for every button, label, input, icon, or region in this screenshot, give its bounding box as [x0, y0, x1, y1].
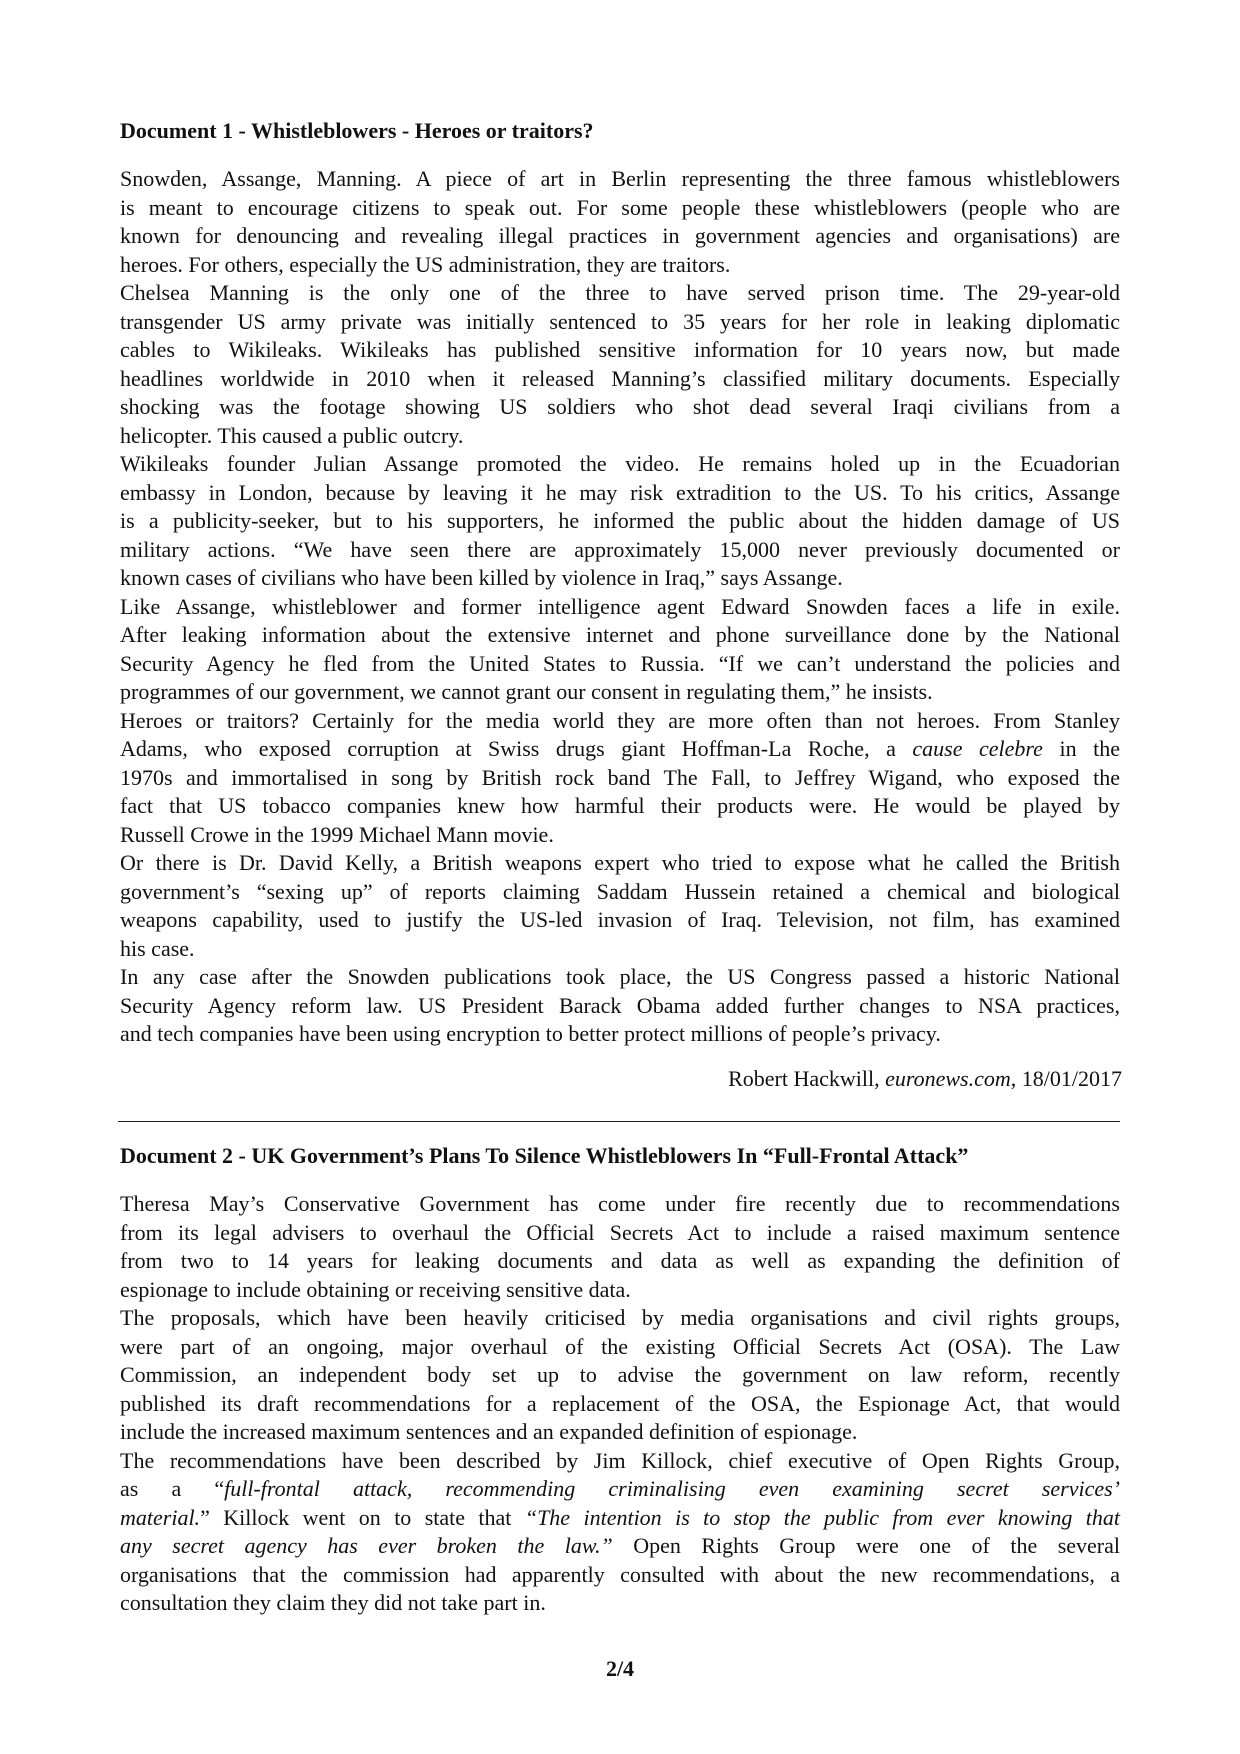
text-line: [120, 878, 1120, 907]
paragraph: [120, 593, 1120, 707]
text: Security Agency he fled from the United States to Russia. “If we can’t understand the policies and: [120, 650, 1120, 676]
text: from two to 14 years for leaking documents and data as well as expanding the definition of: [120, 1248, 1120, 1273]
text-line: [120, 593, 1120, 622]
text-line: [120, 1333, 1120, 1362]
text-line: [120, 165, 1120, 194]
text-line: [120, 194, 1120, 223]
text-line: [120, 222, 1120, 251]
paragraph: [120, 165, 1120, 279]
doc1-signature: [728, 1066, 1122, 1092]
text: Heroes or traitors? Certainly for the media world they are more often than not heroes. From Stanley: [120, 707, 1120, 733]
doc1-body: [120, 165, 1120, 1049]
text-line: [120, 1504, 1120, 1533]
paragraph: [120, 1304, 1120, 1447]
text: government’s “sexing up” of reports claiming Saddam Hussein retained a chemical and biological: [120, 878, 1120, 904]
text: fact that US tobacco companies knew how harmful their products were. He would be played by: [120, 793, 1120, 818]
text: include the increased maximum sentences and an expanded definition of espionage.: [120, 1419, 858, 1444]
text-line: [120, 678, 1120, 707]
italic-text: “The intention is to stop the public from ever knowing that: [524, 1504, 1121, 1530]
text: Chelsea Manning is the only one of the three to have served prison time. The 29-year-old: [120, 280, 1120, 305]
text-line: [120, 308, 1120, 337]
text-line: [120, 963, 1120, 992]
text: Theresa May’s Conservative Government has come under fire recently due to recommendations: [120, 1191, 1120, 1216]
text-line: [120, 707, 1120, 736]
text-line: [120, 279, 1120, 308]
paragraph: [120, 1447, 1120, 1618]
text-line: [120, 1589, 1120, 1618]
text: Or there is Dr. David Kelly, a British weapons expert who tried to expose what he called the British: [120, 850, 1120, 875]
text-line: [120, 792, 1120, 821]
text-line: [120, 935, 1120, 964]
text-line: [120, 849, 1120, 878]
text-line: [120, 1304, 1120, 1333]
text-line: [120, 536, 1120, 565]
italic-text: any secret agency has ever broken the law.”: [120, 1533, 613, 1558]
text-line: [120, 422, 1120, 451]
text: After leaking information about the extensive internet and phone surveillance done by the National: [120, 622, 1120, 647]
text-line: [120, 764, 1120, 793]
doc2-body: [120, 1190, 1120, 1618]
text: published its draft recommendations for a replacement of the OSA, the Espionage Act, that would: [120, 1390, 1120, 1416]
doc1-title: Document 1 - Whistleblowers - Heroes or traitors?: [120, 118, 594, 143]
paragraph: [120, 849, 1120, 963]
text-line: [120, 336, 1120, 365]
text-line: [120, 1190, 1120, 1219]
text: and tech companies have been using encryption to better protect millions of people’s privacy.: [120, 1021, 941, 1046]
text-line: [120, 1361, 1120, 1390]
paragraph: [120, 707, 1120, 850]
paragraph: [120, 963, 1120, 1049]
text-line: [120, 1475, 1120, 1504]
text: Security Agency reform law. US President Barack Obama added further changes to NSA practices,: [120, 992, 1120, 1018]
text: Commission, an independent body set up to advise the government on law reform, recently: [120, 1362, 1120, 1387]
text: Like Assange, whistleblower and former intelligence agent Edward Snowden faces a life in exile.: [120, 593, 1120, 619]
divider: [118, 1121, 1120, 1122]
text: headlines worldwide in 2010 when it released Manning’s classified military documents. Especially: [120, 365, 1120, 391]
text-line: [120, 479, 1120, 508]
text-line: [120, 1247, 1120, 1276]
text: organisations that the commission had apparently consulted with about the new recommendations, a: [120, 1561, 1120, 1587]
text-line: [120, 650, 1120, 679]
text: Wikileaks founder Julian Assange promoted the video. He remains holed up in the Ecuadorian: [120, 451, 1120, 476]
paragraph: [120, 450, 1120, 593]
paragraph: [120, 1190, 1120, 1304]
text: known for denouncing and revealing illegal practices in government agencies and organisations) are: [120, 223, 1120, 248]
text: Russell Crowe in the 1999 Michael Mann movie.: [120, 821, 554, 847]
text-line: [120, 821, 1120, 850]
text: heroes. For others, especially the US administration, they are traitors.: [120, 251, 731, 277]
italic-text: material.: [120, 1504, 201, 1530]
source: euronews.com: [885, 1066, 1011, 1091]
text: his case.: [120, 935, 195, 961]
text-line: [120, 251, 1120, 280]
italic-text: full-frontal attack, recommending criminalising even examining secret services’: [224, 1476, 1121, 1501]
text: as a “: [120, 1476, 225, 1501]
text: embassy in London, because by leaving it he may risk extradition to the US. To his critics, Assange: [120, 479, 1120, 505]
text: cables to Wikileaks. Wikileaks has published sensitive information for 10 years now, but made: [120, 337, 1120, 362]
text-line: [120, 450, 1120, 479]
text: shocking was the footage showing US soldiers who shot dead several Iraqi civilians from a: [120, 394, 1120, 419]
text: helicopter. This caused a public outcry.: [120, 422, 464, 448]
text: transgender US army private was initially sentenced to 35 years for her role in leaking diplomatic: [120, 308, 1120, 334]
italic-text: cause celebre: [912, 736, 1043, 761]
text: 1970s and immortalised in song by British rock band The Fall, to Jeffrey Wigand, who exposed the: [120, 764, 1120, 790]
text: were part of an ongoing, major overhaul of the existing Official Secrets Act (OSA). The Law: [120, 1333, 1120, 1359]
text: In any case after the Snowden publications took place, the US Congress passed a historic National: [120, 964, 1120, 989]
text: Snowden, Assange, Manning. A piece of art in Berlin representing the three famous whistleblowers: [120, 166, 1120, 191]
text: The recommendations have been described by Jim Killock, chief executive of Open Rights Group,: [120, 1447, 1120, 1473]
text-line: [120, 735, 1120, 764]
date: , 18/01/2017: [1010, 1066, 1122, 1091]
text-line: [120, 1219, 1120, 1248]
text-line: [120, 507, 1120, 536]
paragraph: [120, 279, 1120, 450]
text-line: [120, 1020, 1120, 1049]
text-line: [120, 564, 1120, 593]
text-line: [120, 393, 1120, 422]
text: Open Rights Group were one of the several: [612, 1533, 1120, 1558]
text-line: [120, 1418, 1120, 1447]
text: The proposals, which have been heavily criticised by media organisations and civil rights groups,: [120, 1305, 1120, 1330]
text-line: [120, 1447, 1120, 1476]
text-line: [120, 621, 1120, 650]
doc2-title: Document 2 - UK Government’s Plans To Silence Whistleblowers In “Full-Frontal Attack”: [120, 1143, 969, 1168]
text: espionage to include obtaining or receiving sensitive data.: [120, 1276, 631, 1302]
text: weapons capability, used to justify the US-led invasion of Iraq. Television, not film, has examined: [120, 907, 1120, 932]
page-number: 2/4: [605, 1656, 635, 1681]
text: from its legal advisers to overhaul the Official Secrets Act to include a raised maximum sentence: [120, 1219, 1120, 1245]
text: known cases of civilians who have been killed by violence in Iraq,” says Assange.: [120, 565, 843, 590]
text-line: [120, 1532, 1120, 1561]
text-line: [120, 1390, 1120, 1419]
text: is meant to encourage citizens to speak out. For some people these whistleblowers (people who are: [120, 194, 1120, 220]
text-line: [120, 992, 1120, 1021]
text: consultation they claim they did not take part in.: [120, 1590, 546, 1615]
text-line: [120, 906, 1120, 935]
text-line: [120, 365, 1120, 394]
text: is a publicity-seeker, but to his supporters, he informed the public about the hidden damage of US: [120, 508, 1120, 533]
text-line: [120, 1561, 1120, 1590]
text: Adams, who exposed corruption at Swiss drugs giant Hoffman-La Roche, a: [120, 736, 913, 761]
text: programmes of our government, we cannot grant our consent in regulating them,” he insists.: [120, 679, 933, 704]
text: military actions. “We have seen there are approximately 15,000 never previously documented or: [120, 536, 1120, 562]
text: in the: [1042, 736, 1121, 761]
author: Robert Hackwill,: [728, 1066, 886, 1091]
text-line: [120, 1276, 1120, 1305]
text: ” Killock went on to state that: [200, 1504, 525, 1530]
